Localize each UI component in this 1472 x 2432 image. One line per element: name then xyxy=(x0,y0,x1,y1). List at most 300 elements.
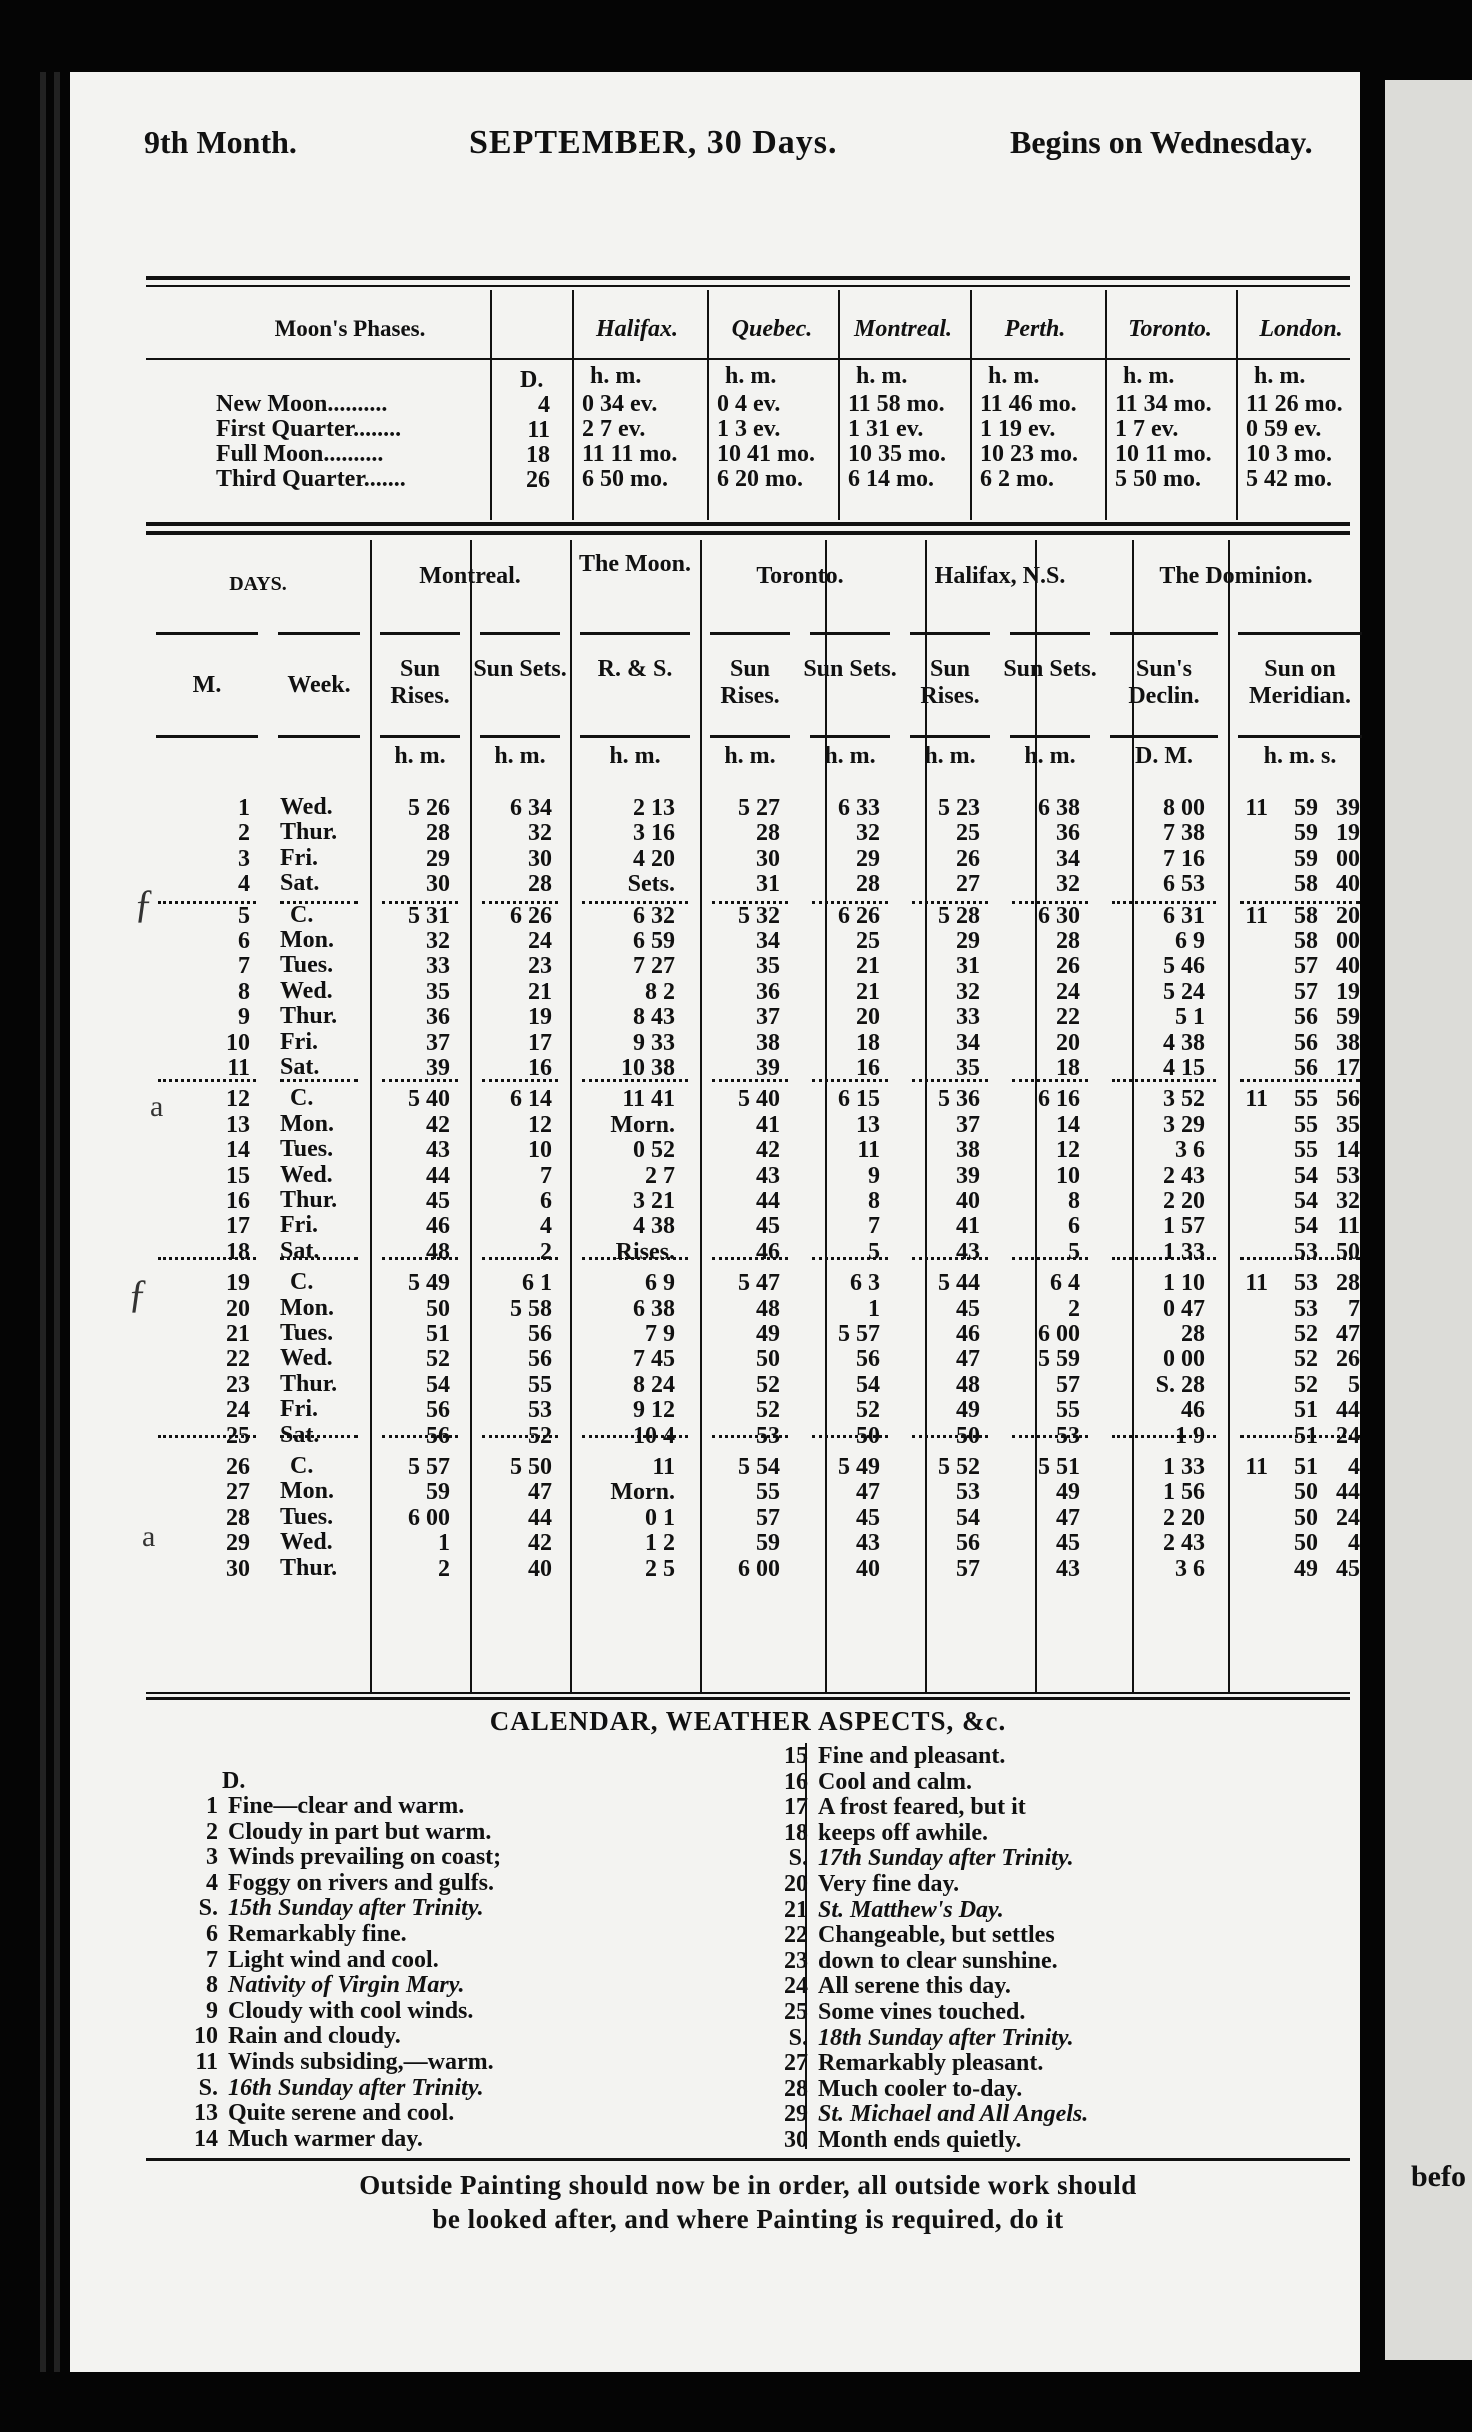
calendar-entry xyxy=(180,1973,501,1999)
calendar-entry xyxy=(180,2101,501,2127)
toronto-sunrise: 55 xyxy=(756,1479,780,1506)
halifax-sunset: 14 xyxy=(1056,1111,1080,1138)
header-dash xyxy=(910,632,990,635)
row-weekday: Fri. xyxy=(280,1028,318,1055)
toronto-sunrise: 52 xyxy=(756,1397,780,1424)
sun-declination: 1 10 xyxy=(1163,1270,1205,1297)
montreal-sunrise: 28 xyxy=(426,820,450,847)
row-day-number: 14 xyxy=(226,1137,250,1164)
halifax-sunrise: 47 xyxy=(956,1346,980,1373)
montreal-sunrise: 1 xyxy=(438,1530,450,1557)
toronto-sunrise: 44 xyxy=(756,1188,780,1214)
moon-rise-set: 7 9 xyxy=(645,1321,675,1347)
header-dash xyxy=(480,632,560,635)
row-day-number: 13 xyxy=(226,1111,250,1138)
montreal-sunset: 12 xyxy=(528,1111,552,1138)
calendar-entry-day: 17 xyxy=(784,1794,808,1821)
toronto-sunrise: 48 xyxy=(756,1295,780,1322)
toronto-sunset: 25 xyxy=(856,928,880,954)
toronto-sunset: 21 xyxy=(856,953,880,980)
month-title: SEPTEMBER, 30 Days. xyxy=(469,124,838,161)
calendar-entry-day: 29 xyxy=(784,2101,808,2128)
calendar-entry-day: 16 xyxy=(784,1768,808,1795)
halifax-sunset: 6 16 xyxy=(1038,1086,1080,1113)
halifax-sunset: 20 xyxy=(1056,1029,1080,1056)
toronto-sunset: 43 xyxy=(856,1530,880,1557)
toronto-sunrise: 50 xyxy=(756,1346,780,1373)
toronto-sunrise: 30 xyxy=(756,845,780,872)
halifax-sunrise: 5 36 xyxy=(938,1086,980,1113)
montreal-sunrise: 2 xyxy=(438,1555,450,1582)
row-day-number: 8 xyxy=(238,978,250,1005)
montreal-sunset: 16 xyxy=(528,1055,552,1081)
toronto-sunrise: 59 xyxy=(756,1530,780,1557)
sun-declination: 6 31 xyxy=(1163,902,1205,929)
calendar-entry xyxy=(770,2026,1088,2052)
calendar-entry-text: St. Matthew's Day. xyxy=(818,1896,1004,1923)
moon-rise-set: 3 16 xyxy=(633,820,675,847)
calendar-entry xyxy=(180,2024,501,2050)
month-number: 9th Month. xyxy=(144,124,297,160)
calendar-entry-text: Quite serene and cool. xyxy=(228,2100,455,2127)
calendar-entry-text: Cloudy with cool winds. xyxy=(228,1997,474,2024)
calendar-entry-day: 2 xyxy=(206,1818,218,1845)
toronto-sunset: 52 xyxy=(856,1397,880,1424)
montreal-sunset: 55 xyxy=(528,1371,552,1398)
sun-declination: 3 6 xyxy=(1175,1555,1205,1582)
calendar-entry xyxy=(180,2076,501,2102)
phase-time: 11 46 mo. xyxy=(980,391,1077,417)
halifax-sunrise: 50 xyxy=(956,1422,980,1449)
meridian-seconds: 44 xyxy=(1336,1397,1360,1424)
calendar-entry xyxy=(180,1948,501,1974)
moon-rise-set: 7 27 xyxy=(633,953,675,980)
row-weekday: Wed. xyxy=(280,1161,333,1188)
moon-rise-set: 2 7 xyxy=(645,1162,675,1189)
header-rule xyxy=(146,276,1350,280)
montreal-sunset: 19 xyxy=(528,1004,552,1031)
toronto-sunset: 21 xyxy=(856,978,880,1005)
table-bottom-line xyxy=(146,1692,1350,1694)
meridian-minutes: 58 xyxy=(1294,871,1318,898)
meridian-hours: 11 xyxy=(1245,1270,1268,1297)
montreal-sunset: 23 xyxy=(528,953,552,980)
toronto-sunset: 6 26 xyxy=(838,902,880,929)
calendar-entry-text: Fine and pleasant. xyxy=(818,1743,1006,1769)
montreal-sunset: 30 xyxy=(528,845,552,872)
page-edge xyxy=(54,72,60,2372)
toronto-sunset: 5 57 xyxy=(838,1321,880,1347)
halifax-sunrise: 5 52 xyxy=(938,1454,980,1480)
halifax-sunset: 8 xyxy=(1068,1188,1080,1214)
montreal-sunset: 2 xyxy=(540,1238,552,1265)
sun-declination: S. 28 xyxy=(1155,1371,1205,1398)
phase-day: 18 xyxy=(526,442,550,468)
row-weekday: Wed. xyxy=(280,977,333,1004)
row-weekday: C. xyxy=(290,1453,314,1479)
sun-declination: 0 00 xyxy=(1163,1346,1205,1373)
sun-declination: 6 9 xyxy=(1175,928,1205,954)
calendar-entry-day: 6 xyxy=(206,1920,218,1947)
sun-declination: 28 xyxy=(1181,1321,1205,1347)
table-unit-label: h. m. xyxy=(394,743,446,769)
moon-rise-set: 1 2 xyxy=(645,1530,675,1557)
row-day-number: 10 xyxy=(226,1029,250,1056)
halifax-sunset: 6 xyxy=(1068,1213,1080,1240)
footer-line-2: be looked after, and where Painting is required, do it xyxy=(432,2204,1064,2234)
header-dash xyxy=(1238,735,1362,738)
moon-rise-set: 10 4 xyxy=(633,1422,675,1449)
calendar-entry xyxy=(770,1923,1088,1949)
calendar-entry-day: 22 xyxy=(784,1922,808,1949)
halifax-sunrise: 35 xyxy=(956,1055,980,1081)
calendar-entry-text: down to clear sunshine. xyxy=(818,1947,1058,1974)
calendar-entry-day: S. xyxy=(788,1845,808,1872)
toronto-sunset: 18 xyxy=(856,1029,880,1056)
meridian-minutes: 53 xyxy=(1294,1238,1318,1265)
table-group-header: Halifax, N.S. xyxy=(934,563,1066,589)
meridian-minutes: 49 xyxy=(1294,1555,1318,1582)
toronto-sunrise: 5 40 xyxy=(738,1086,780,1113)
meridian-seconds: 39 xyxy=(1336,795,1360,821)
halifax-sunrise: 56 xyxy=(956,1530,980,1557)
header-dash xyxy=(380,735,460,738)
meridian-minutes: 51 xyxy=(1294,1397,1318,1424)
toronto-sunrise: 6 00 xyxy=(738,1555,780,1582)
toronto-sunset: 8 xyxy=(868,1188,880,1214)
halifax-sunrise: 5 28 xyxy=(938,902,980,929)
header-dash xyxy=(910,735,990,738)
halifax-sunset: 45 xyxy=(1056,1530,1080,1557)
row-weekday: Sat. xyxy=(280,1421,320,1448)
calendar-entry-text: 16th Sunday after Trinity. xyxy=(228,2074,484,2101)
table-unit-label: h. m. xyxy=(724,743,776,769)
calendar-entry-text: Fine—clear and warm. xyxy=(228,1793,465,1819)
meridian-minutes: 54 xyxy=(1294,1188,1318,1214)
halifax-sunrise: 53 xyxy=(956,1479,980,1506)
phase-time: 11 58 mo. xyxy=(848,391,945,417)
toronto-sunrise: 39 xyxy=(756,1055,780,1081)
toronto-sunset: 50 xyxy=(856,1422,880,1449)
header-dash xyxy=(810,735,890,738)
montreal-sunset: 47 xyxy=(528,1479,552,1506)
meridian-minutes: 55 xyxy=(1294,1086,1318,1113)
phase-time: 6 50 mo. xyxy=(582,466,668,492)
moon-rise-set: 0 1 xyxy=(645,1504,675,1531)
montreal-sunrise: 35 xyxy=(426,978,450,1005)
meridian-seconds: 47 xyxy=(1336,1321,1360,1347)
calendar-entry-text: Cool and calm. xyxy=(818,1768,973,1795)
header-dash xyxy=(810,632,890,635)
montreal-sunset: 24 xyxy=(528,928,552,954)
phases-hm-label: h. m. xyxy=(725,363,777,389)
moon-rise-set: 2 5 xyxy=(645,1555,675,1582)
halifax-sunset: 12 xyxy=(1056,1137,1080,1164)
phase-time: 10 35 mo. xyxy=(848,441,946,467)
halifax-sunrise: 46 xyxy=(956,1321,980,1347)
meridian-seconds: 5 xyxy=(1348,1371,1360,1398)
montreal-sunrise: 5 49 xyxy=(408,1270,450,1297)
footer-note xyxy=(146,2168,1350,2236)
montreal-sunrise: 37 xyxy=(426,1029,450,1056)
calendar-entry-day: 18 xyxy=(784,1819,808,1846)
meridian-minutes: 58 xyxy=(1294,902,1318,929)
halifax-sunset: 5 51 xyxy=(1038,1454,1080,1480)
calendar-entry-text: 17th Sunday after Trinity. xyxy=(818,1845,1074,1872)
moon-rise-set: 10 38 xyxy=(621,1055,675,1081)
phase-time: 0 59 ev. xyxy=(1246,416,1322,442)
phase-day: 4 xyxy=(538,392,550,418)
calendar-entry-text: Very fine day. xyxy=(818,1870,960,1897)
moon-rise-set: Rises. xyxy=(615,1238,675,1265)
montreal-sunrise: 30 xyxy=(426,871,450,898)
meridian-minutes: 53 xyxy=(1294,1295,1318,1322)
table-unit-label: h. m. s. xyxy=(1263,743,1337,769)
table-column-header: R. & S. xyxy=(597,656,673,682)
table-rule xyxy=(146,522,1350,526)
halifax-sunset: 6 30 xyxy=(1038,902,1080,929)
phase-time: 5 42 mo. xyxy=(1246,466,1332,492)
sun-declination: 5 1 xyxy=(1175,1004,1205,1031)
toronto-sunrise: 5 32 xyxy=(738,902,780,929)
row-day-number: 3 xyxy=(238,845,250,872)
moon-rise-set: 9 33 xyxy=(633,1029,675,1056)
pencil-mark: a xyxy=(142,1520,156,1553)
halifax-sunset: 10 xyxy=(1056,1162,1080,1189)
calendar-entry-text: Winds prevailing on coast; xyxy=(228,1844,502,1871)
phase-time: 1 3 ev. xyxy=(717,416,781,442)
calendar-title: CALENDAR, WEATHER ASPECTS, &c. xyxy=(489,1706,1007,1736)
toronto-sunrise: 31 xyxy=(756,871,780,898)
toronto-sunrise: 34 xyxy=(756,928,780,954)
calendar-entry xyxy=(770,1821,1088,1847)
halifax-sunrise: 57 xyxy=(956,1555,980,1582)
halifax-sunset: 55 xyxy=(1056,1397,1080,1424)
row-day-number: 4 xyxy=(238,871,250,898)
row-weekday: Sat. xyxy=(280,1237,320,1264)
moon-rise-set: 4 38 xyxy=(633,1213,675,1240)
calendar-entry xyxy=(770,1872,1088,1898)
montreal-sunset: 6 34 xyxy=(510,795,552,821)
meridian-seconds: 26 xyxy=(1336,1346,1360,1373)
meridian-minutes: 51 xyxy=(1294,1454,1318,1480)
calendar-entry-day: 1 xyxy=(206,1793,218,1819)
sun-declination: 5 24 xyxy=(1163,978,1205,1005)
sun-declination: 4 15 xyxy=(1163,1055,1205,1081)
montreal-sunset: 4 xyxy=(540,1213,552,1240)
table-unit-label: h. m. xyxy=(924,743,976,769)
halifax-sunset: 47 xyxy=(1056,1504,1080,1531)
phases-hm-label: h. m. xyxy=(1123,363,1175,389)
calendar-entry xyxy=(180,2127,501,2153)
toronto-sunset: 47 xyxy=(856,1479,880,1506)
sun-declination: 8 00 xyxy=(1163,795,1205,821)
montreal-sunrise: 51 xyxy=(426,1321,450,1347)
header-dash xyxy=(1010,632,1090,635)
halifax-sunrise: 32 xyxy=(956,978,980,1005)
halifax-sunrise: 31 xyxy=(956,953,980,980)
row-weekday: Thur. xyxy=(280,1003,338,1030)
meridian-seconds: 45 xyxy=(1336,1555,1360,1582)
row-day-number: 20 xyxy=(226,1295,250,1322)
montreal-sunrise: 5 40 xyxy=(408,1086,450,1113)
row-day-number: 1 xyxy=(238,795,250,821)
meridian-seconds: 14 xyxy=(1336,1137,1360,1164)
meridian-seconds: 38 xyxy=(1336,1029,1360,1056)
header-dash xyxy=(710,632,790,635)
montreal-sunrise: 56 xyxy=(426,1422,450,1449)
calendar-entry xyxy=(180,1794,501,1820)
sun-declination: 2 20 xyxy=(1163,1504,1205,1531)
meridian-seconds: 19 xyxy=(1336,978,1360,1005)
row-weekday: Mon. xyxy=(280,1294,334,1321)
phase-time: 10 41 mo. xyxy=(717,441,815,467)
calendar-entry-text: 18th Sunday after Trinity. xyxy=(818,2024,1074,2051)
calendar-entry-day: 30 xyxy=(784,2126,808,2153)
phase-name: Full Moon.......... xyxy=(216,441,384,467)
moon-rise-set: 7 45 xyxy=(633,1346,675,1373)
calendar-entry xyxy=(770,1744,1088,1770)
row-weekday: Thur. xyxy=(280,1554,338,1581)
calendar-entry-day: S. xyxy=(198,2074,218,2101)
header-dash xyxy=(580,735,690,738)
calendar-entry-day: 13 xyxy=(194,2100,218,2127)
halifax-sunset: 5 59 xyxy=(1038,1346,1080,1373)
montreal-sunset: 28 xyxy=(528,871,552,898)
meridian-seconds: 4 xyxy=(1348,1530,1360,1557)
calendar-entry-text: Remarkably pleasant. xyxy=(818,2050,1044,2077)
calendar-entry-text: 15th Sunday after Trinity. xyxy=(228,1895,484,1922)
meridian-minutes: 59 xyxy=(1294,820,1318,847)
meridian-seconds: 19 xyxy=(1336,820,1360,847)
table-group-header: Toronto. xyxy=(756,563,844,589)
toronto-sunset: 54 xyxy=(856,1371,880,1398)
halifax-sunset: 32 xyxy=(1056,871,1080,898)
calendar-entry xyxy=(180,1922,501,1948)
toronto-sunrise: 35 xyxy=(756,953,780,980)
sun-declination: 1 57 xyxy=(1163,1213,1205,1240)
calendar-entry-text: keeps off awhile. xyxy=(818,1819,988,1846)
meridian-minutes: 56 xyxy=(1294,1029,1318,1056)
meridian-hours: 11 xyxy=(1245,1086,1268,1113)
row-weekday: Thur. xyxy=(280,1370,338,1397)
phases-city-header: Halifax. xyxy=(596,316,678,342)
header-dash xyxy=(1110,632,1218,635)
calendar-entry-text: All serene this day. xyxy=(818,1973,1011,2000)
calendar-entry-day: 23 xyxy=(784,1947,808,1974)
meridian-seconds: 59 xyxy=(1336,1004,1360,1031)
row-day-number: 23 xyxy=(226,1371,250,1398)
montreal-sunrise: 36 xyxy=(426,1004,450,1031)
halifax-sunrise: 54 xyxy=(956,1504,980,1531)
montreal-sunrise: 50 xyxy=(426,1295,450,1322)
meridian-minutes: 52 xyxy=(1294,1346,1318,1373)
row-day-number: 5 xyxy=(238,902,250,929)
row-day-number: 25 xyxy=(226,1422,250,1449)
calendar-entry-text: Much cooler to-day. xyxy=(818,2075,1023,2102)
calendar-entry-day: 8 xyxy=(206,1972,218,1999)
moon-rise-set: Morn. xyxy=(610,1479,675,1506)
table-column-divider xyxy=(1228,540,1230,1692)
halifax-sunrise: 27 xyxy=(956,871,980,898)
montreal-sunrise: 52 xyxy=(426,1346,450,1373)
sun-declination: 5 46 xyxy=(1163,953,1205,980)
calendar-entry xyxy=(770,1846,1088,1872)
phases-title: Moon's Phases. xyxy=(274,316,426,341)
table-column-header: Sun's Declin. xyxy=(1128,656,1200,709)
moon-rise-set: 9 12 xyxy=(633,1397,675,1424)
row-weekday: C. xyxy=(290,1269,314,1296)
row-day-number: 19 xyxy=(226,1270,250,1297)
toronto-sunset: 40 xyxy=(856,1555,880,1582)
meridian-seconds: 24 xyxy=(1336,1422,1360,1449)
phases-hm-label: h. m. xyxy=(1254,363,1306,389)
phases-city-header: Montreal. xyxy=(853,316,952,342)
calendar-left-column xyxy=(180,1794,501,2152)
halifax-sunrise: 49 xyxy=(956,1397,980,1424)
table-column-header: Sun Sets. xyxy=(803,656,897,682)
phase-time: 0 34 ev. xyxy=(582,391,658,417)
row-day-number: 21 xyxy=(226,1321,250,1347)
montreal-sunrise: 48 xyxy=(426,1238,450,1265)
phase-day: 26 xyxy=(526,467,550,493)
meridian-seconds: 00 xyxy=(1336,845,1360,872)
table-unit-label: D. M. xyxy=(1135,743,1193,769)
meridian-minutes: 50 xyxy=(1294,1479,1318,1506)
phases-header-rule xyxy=(146,358,1350,360)
halifax-sunrise: 41 xyxy=(956,1213,980,1240)
meridian-minutes: 55 xyxy=(1294,1111,1318,1138)
moon-rise-set: 6 9 xyxy=(645,1270,675,1297)
row-weekday: Mon. xyxy=(280,1478,334,1505)
montreal-sunset: 6 1 xyxy=(522,1270,552,1297)
moon-rise-set: 8 2 xyxy=(645,978,675,1005)
row-day-number: 22 xyxy=(226,1346,250,1373)
toronto-sunset: 6 33 xyxy=(838,795,880,821)
moon-rise-set: 4 20 xyxy=(633,845,675,872)
header-dash xyxy=(380,632,460,635)
calendar-entry-text: Some vines touched. xyxy=(818,1998,1026,2025)
phase-name: First Quarter........ xyxy=(216,416,402,442)
toronto-sunset: 28 xyxy=(856,871,880,898)
montreal-sunrise: 42 xyxy=(426,1111,450,1138)
meridian-seconds: 28 xyxy=(1336,1270,1360,1297)
toronto-sunset: 20 xyxy=(856,1004,880,1031)
montreal-sunrise: 54 xyxy=(426,1371,450,1398)
moon-rise-set: 11 xyxy=(652,1454,675,1480)
halifax-sunrise: 40 xyxy=(956,1188,980,1214)
table-group-header: DAYS. xyxy=(229,573,287,595)
table-group-header: The Dominion. xyxy=(1159,563,1313,589)
calendar-entry-text: Much warmer day. xyxy=(228,2125,423,2152)
toronto-sunrise: 53 xyxy=(756,1422,780,1449)
toronto-sunset: 1 xyxy=(868,1295,880,1322)
meridian-seconds: 4 xyxy=(1348,1454,1360,1480)
montreal-sunset: 52 xyxy=(528,1422,552,1449)
moon-rise-set: Morn. xyxy=(610,1111,675,1138)
phase-time: 10 11 mo. xyxy=(1115,441,1212,467)
toronto-sunrise: 28 xyxy=(756,820,780,847)
phase-time: 11 11 mo. xyxy=(582,441,678,467)
sun-declination: 1 33 xyxy=(1163,1454,1205,1480)
row-weekday: Sat. xyxy=(280,1054,320,1080)
meridian-hours: 11 xyxy=(1245,1454,1268,1480)
calendar-entry-day: 4 xyxy=(206,1869,218,1896)
row-weekday: Fri. xyxy=(280,1212,318,1239)
montreal-sunrise: 45 xyxy=(426,1188,450,1214)
phases-city-header: Quebec. xyxy=(731,316,813,342)
calendar-entry xyxy=(180,1845,501,1871)
